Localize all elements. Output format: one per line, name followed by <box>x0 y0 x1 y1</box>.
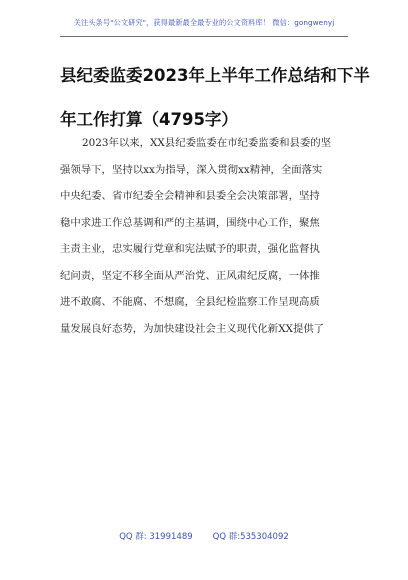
document-body <box>60 130 350 342</box>
header-divider <box>60 36 348 37</box>
body-line-3: 中央纪委、省市纪委全会精神和县委全会决策部署，坚持 <box>60 190 320 202</box>
title-line-1: 县纪委监委2023年上半年工作总结和下半 <box>60 66 370 85</box>
body-line-8: 量发展良好态势，为加快建设社会主义现代化新XX提供了 <box>60 322 325 335</box>
body-line-4: 稳中求进工作总基调和严的主基调，围绕中心工作，聚焦 <box>60 216 320 229</box>
header-banner[interactable] <box>60 12 348 34</box>
footer-qq-group-2: QQ 群:535304092 <box>212 532 289 542</box>
body-line-1: 2023年以来，XX县纪委监委在市纪委监委和县委的坚 <box>82 137 332 149</box>
title-line-2: 年工作打算（4795字） <box>60 110 238 129</box>
body-line-5: 主责主业，忠实履行党章和宪法赋予的职责，强化监督执 <box>60 243 320 255</box>
body-line-2: 强领导下，坚持以xx为指导，深入贯彻xx精神，全面落实 <box>60 163 323 176</box>
body-line-6: 纪问责，坚定不移全面从严治党、正风肃纪反腐，一体推 <box>60 269 320 282</box>
document-title <box>60 54 370 142</box>
header-banner-text: 关注头条号"公文研究"，获得最新最全最专业的公文资料库！ 微信：gongwenyj <box>73 18 335 27</box>
footer-qq-group-1: QQ 群: 31991489 <box>119 532 193 542</box>
footer <box>60 530 348 552</box>
body-line-7: 进不敢腐、不能腐、不想腐，全县纪检监察工作呈现高质 <box>60 296 320 308</box>
